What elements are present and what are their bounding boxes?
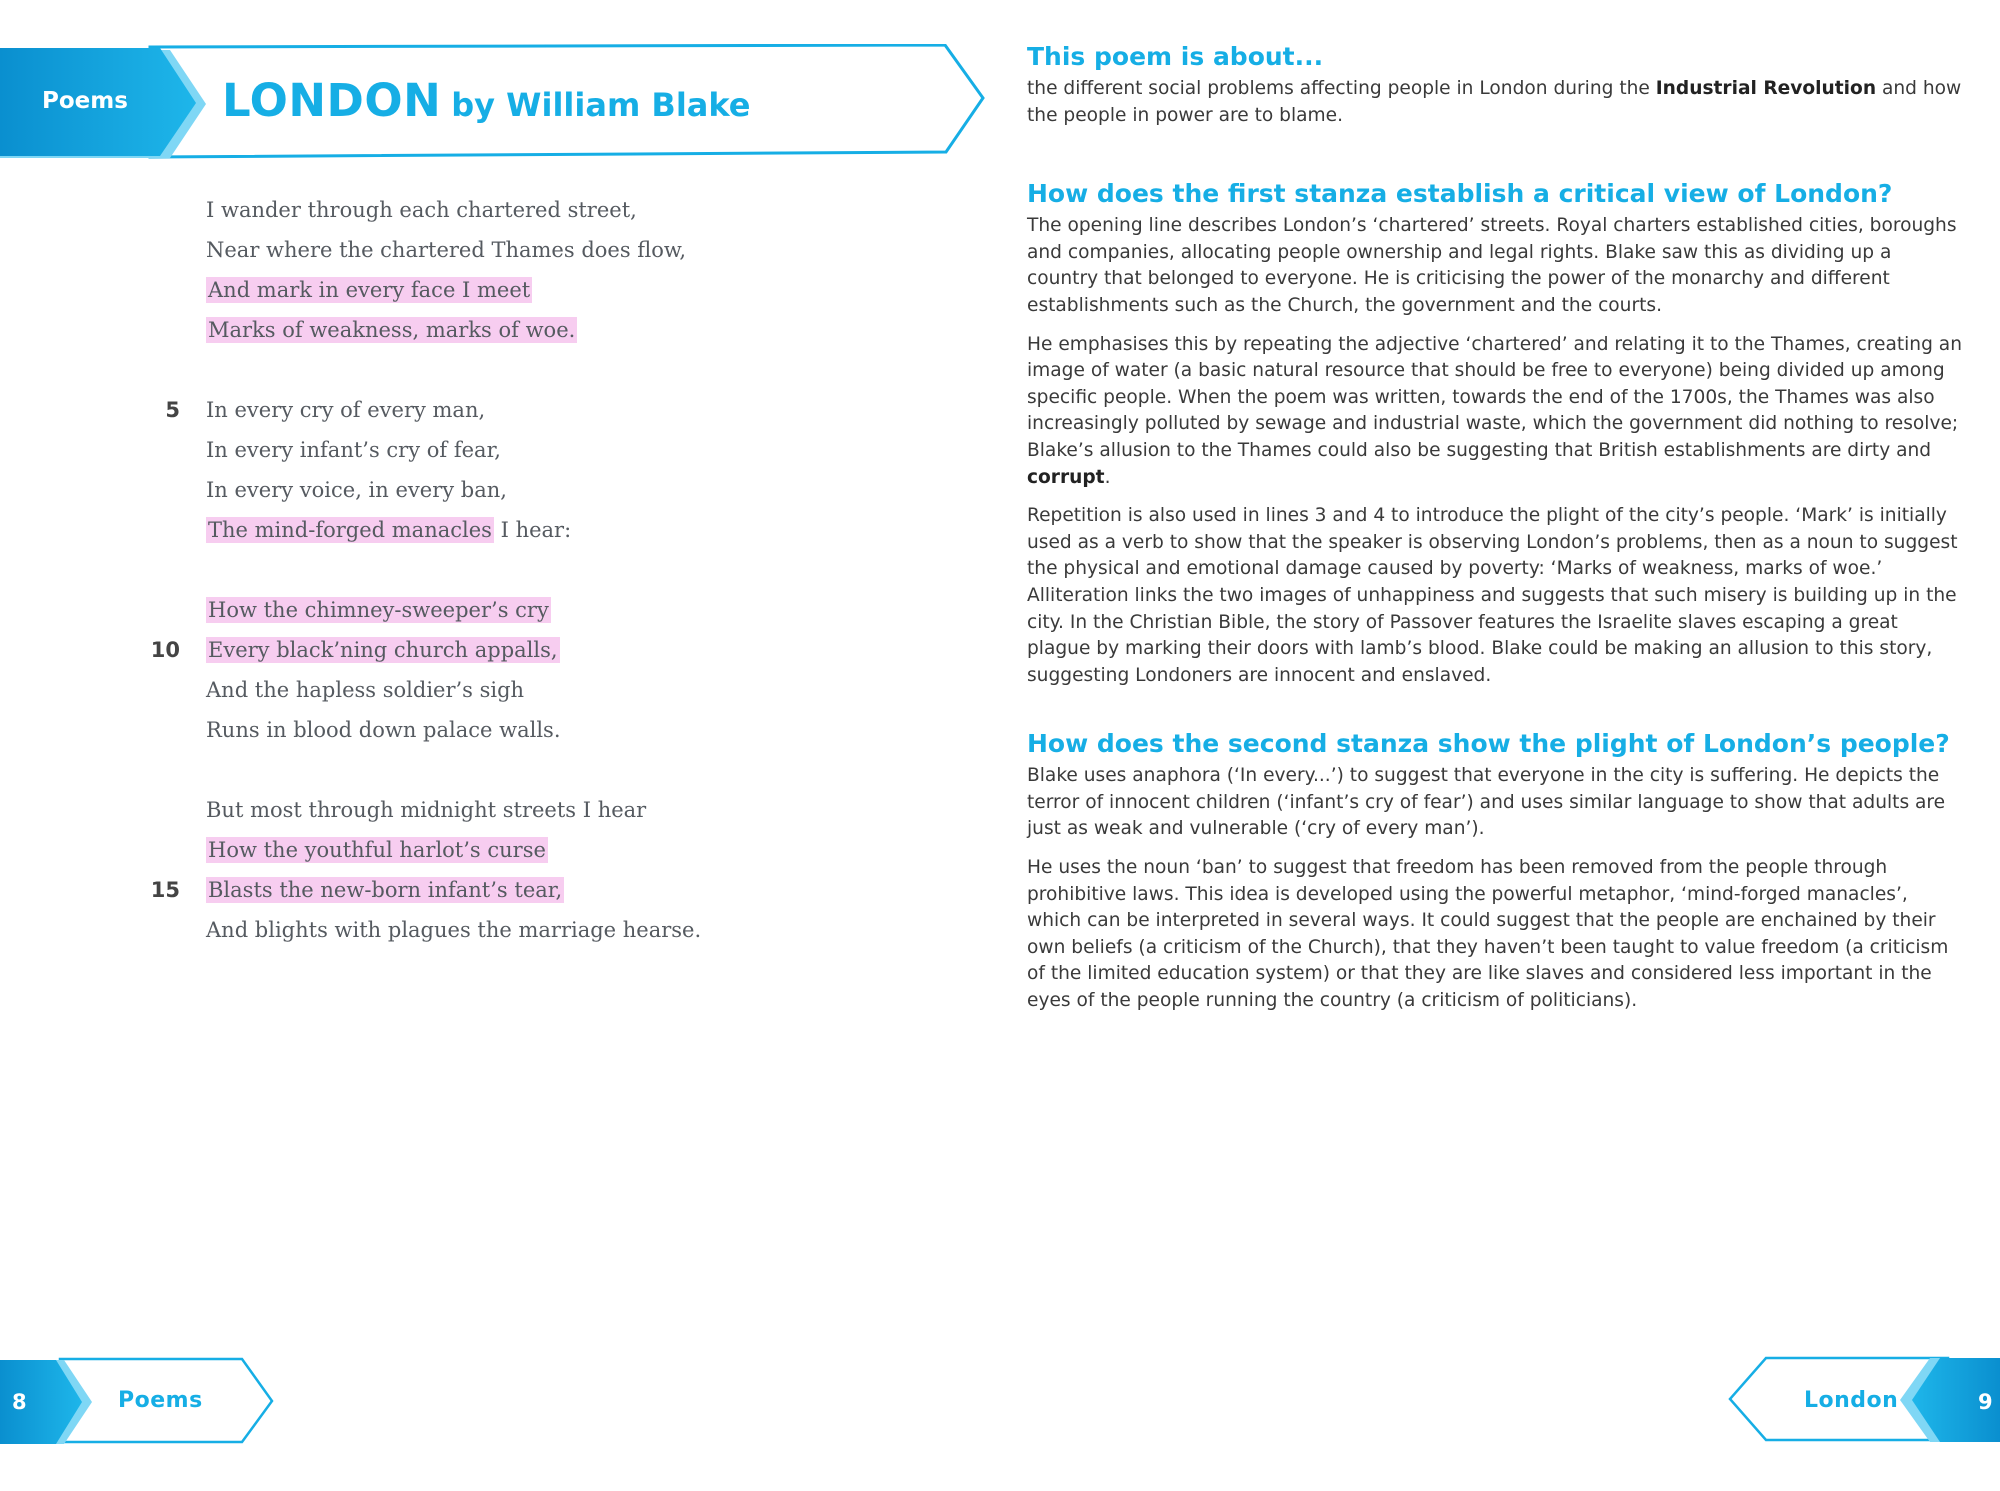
footer-right [1720, 1356, 2000, 1448]
highlighted-text: Marks of weakness, marks of woe. [208, 318, 576, 342]
line-text: I wander through each chartered street, [206, 198, 637, 222]
line-text: But most through midnight streets I hear [206, 798, 647, 822]
analysis-column [1027, 40, 1962, 1027]
line-text: In every cry of every man, [206, 398, 486, 422]
stanza1-heading: How does the first stanza establish a critical view of London? [1027, 179, 1893, 209]
poem-stanza [140, 790, 760, 950]
highlighted-text: How the chimney-sweeper’s cry [208, 598, 549, 622]
about-text: the different social problems affecting people in London during the [1027, 78, 1656, 99]
poem-line [140, 710, 760, 750]
stanza2-paragraph-2: He uses the noun ‘ban’ to suggest that freedom has been removed from the people through prohibitive laws. This idea is developed using the powerful metaphor, ‘mind-forged manacles’, which can be interpreted in several ways. It could suggest that the people are enchained by their own beliefs (a criticism of the Church), that they haven’t been taught to value freedom (a criticism of the limited education system) or that they are like slaves and considered less important in the eyes of the people running the country (a criticism of politicians). [1027, 857, 1949, 1012]
about-text-end: and how the people in power are to blame. [1027, 78, 1962, 126]
poem-line [140, 190, 760, 230]
poem-line [140, 430, 760, 470]
poem-line [140, 590, 760, 630]
line-text: Runs in blood down palace walls. [206, 718, 561, 742]
poem-line [140, 390, 760, 430]
poem-line [140, 270, 760, 310]
line-text: And blights with plagues the marriage hearse. [206, 918, 702, 942]
line-text: And the hapless soldier’s sigh [206, 678, 525, 702]
about-paragraph [1027, 76, 1962, 129]
highlighted-text: The mind-forged manacles [208, 518, 492, 542]
line-number: 5 [165, 398, 180, 422]
poem-title [222, 74, 751, 127]
poem-text [140, 190, 760, 990]
line-number: 10 [150, 638, 180, 662]
poem-line [140, 870, 760, 910]
poem-byline: by William Blake [451, 86, 751, 124]
highlighted-text: Blasts the new-born infant’s tear, [208, 878, 563, 902]
poem-line [140, 830, 760, 870]
highlighted-text: And mark in every face I meet [208, 278, 531, 302]
page-number-left: 8 [12, 1390, 27, 1414]
poem-title-main: LONDON [222, 74, 442, 127]
page-number-right: 9 [1978, 1390, 1993, 1414]
poem-line [140, 630, 760, 670]
line-number: 15 [150, 878, 180, 902]
poem-line [140, 470, 760, 510]
line-text: Near where the chartered Thames does flow, [206, 238, 687, 262]
line-text: In every infant’s cry of fear, [206, 438, 501, 462]
section-tab-label: Poems [42, 88, 128, 114]
about-keyword: Industrial Revolution [1655, 78, 1877, 99]
poem-line [140, 230, 760, 270]
stanza2-paragraph-1: Blake uses anaphora (‘In every...’) to suggest that everyone in the city is suffering. He depicts the terror of innocent children (‘infant’s cry of fear’) and uses similar language to show that adults are just as weak and vulnerable (‘cry of every man’). [1027, 765, 1946, 840]
poem-line [140, 910, 760, 950]
highlighted-text: Every black’ning church appalls, [208, 638, 558, 662]
stanza1-paragraph-1: The opening line describes London’s ‘chartered’ streets. Royal charters established cities, boroughs and companies, allocating people ownership and legal rights. Blake saw this as dividing up a country that belonged to everyone. He is criticising the power of the monarchy and different establishments such as the Church, the government and the courts. [1027, 215, 1957, 316]
poem-line [140, 790, 760, 830]
stanza1-p2-end: . [1104, 466, 1111, 488]
stanza1-paragraph-3: Repetition is also used in lines 3 and 4 to introduce the plight of the city’s people. ‘Mark’ is initially used as a verb to show that the speaker is observing London’s problems, then as a noun to suggest the physical and emotional damage caused by poverty: ‘Marks of weakness, marks of woe.’ Alliteration links the two images of unhappiness and suggests that such misery is building up in the city. In the Christian Bible, the story of Passover features the Israelite slaves escaping a great plague by marking their doors with lamb’s blood. Blake could be making an allusion to this story, suggesting Londoners are innocent and enslaved. [1027, 505, 1958, 686]
poem-stanza [140, 590, 760, 750]
highlighted-text: How the youthful harlot’s curse [208, 838, 546, 862]
poem-line [140, 670, 760, 710]
line-text: In every voice, in every ban, [206, 478, 507, 502]
stanza2-heading: How does the second stanza show the plight of London’s people? [1027, 729, 1950, 759]
line-text: I hear: [493, 518, 572, 542]
poem-line [140, 310, 760, 350]
footer-label-left: Poems [118, 1388, 203, 1413]
stanza1-p2-keyword: corrupt [1027, 466, 1105, 488]
poem-stanza [140, 190, 760, 350]
about-heading: This poem is about... [1027, 42, 1324, 71]
stanza1-p2-text: He emphasises this by repeating the adjective ‘chartered’ and relating it to the Thames, creating an image of water (a basic natural resource that should be free to everyone) being divided up among specific people. When the poem was written, towards the end of the 1700s, the Thames was also increasingly polluted by sewage and industrial waste, which the government did nothing to resolve; Blake’s allusion to the Thames could also be suggesting that British establishments are dirty and [1027, 333, 1962, 461]
footer-left [0, 1356, 290, 1448]
poem-stanza [140, 390, 760, 550]
footer-label-right: London [1804, 1388, 1899, 1413]
stanza1-paragraph-2 [1027, 332, 1962, 492]
poem-line [140, 510, 760, 550]
